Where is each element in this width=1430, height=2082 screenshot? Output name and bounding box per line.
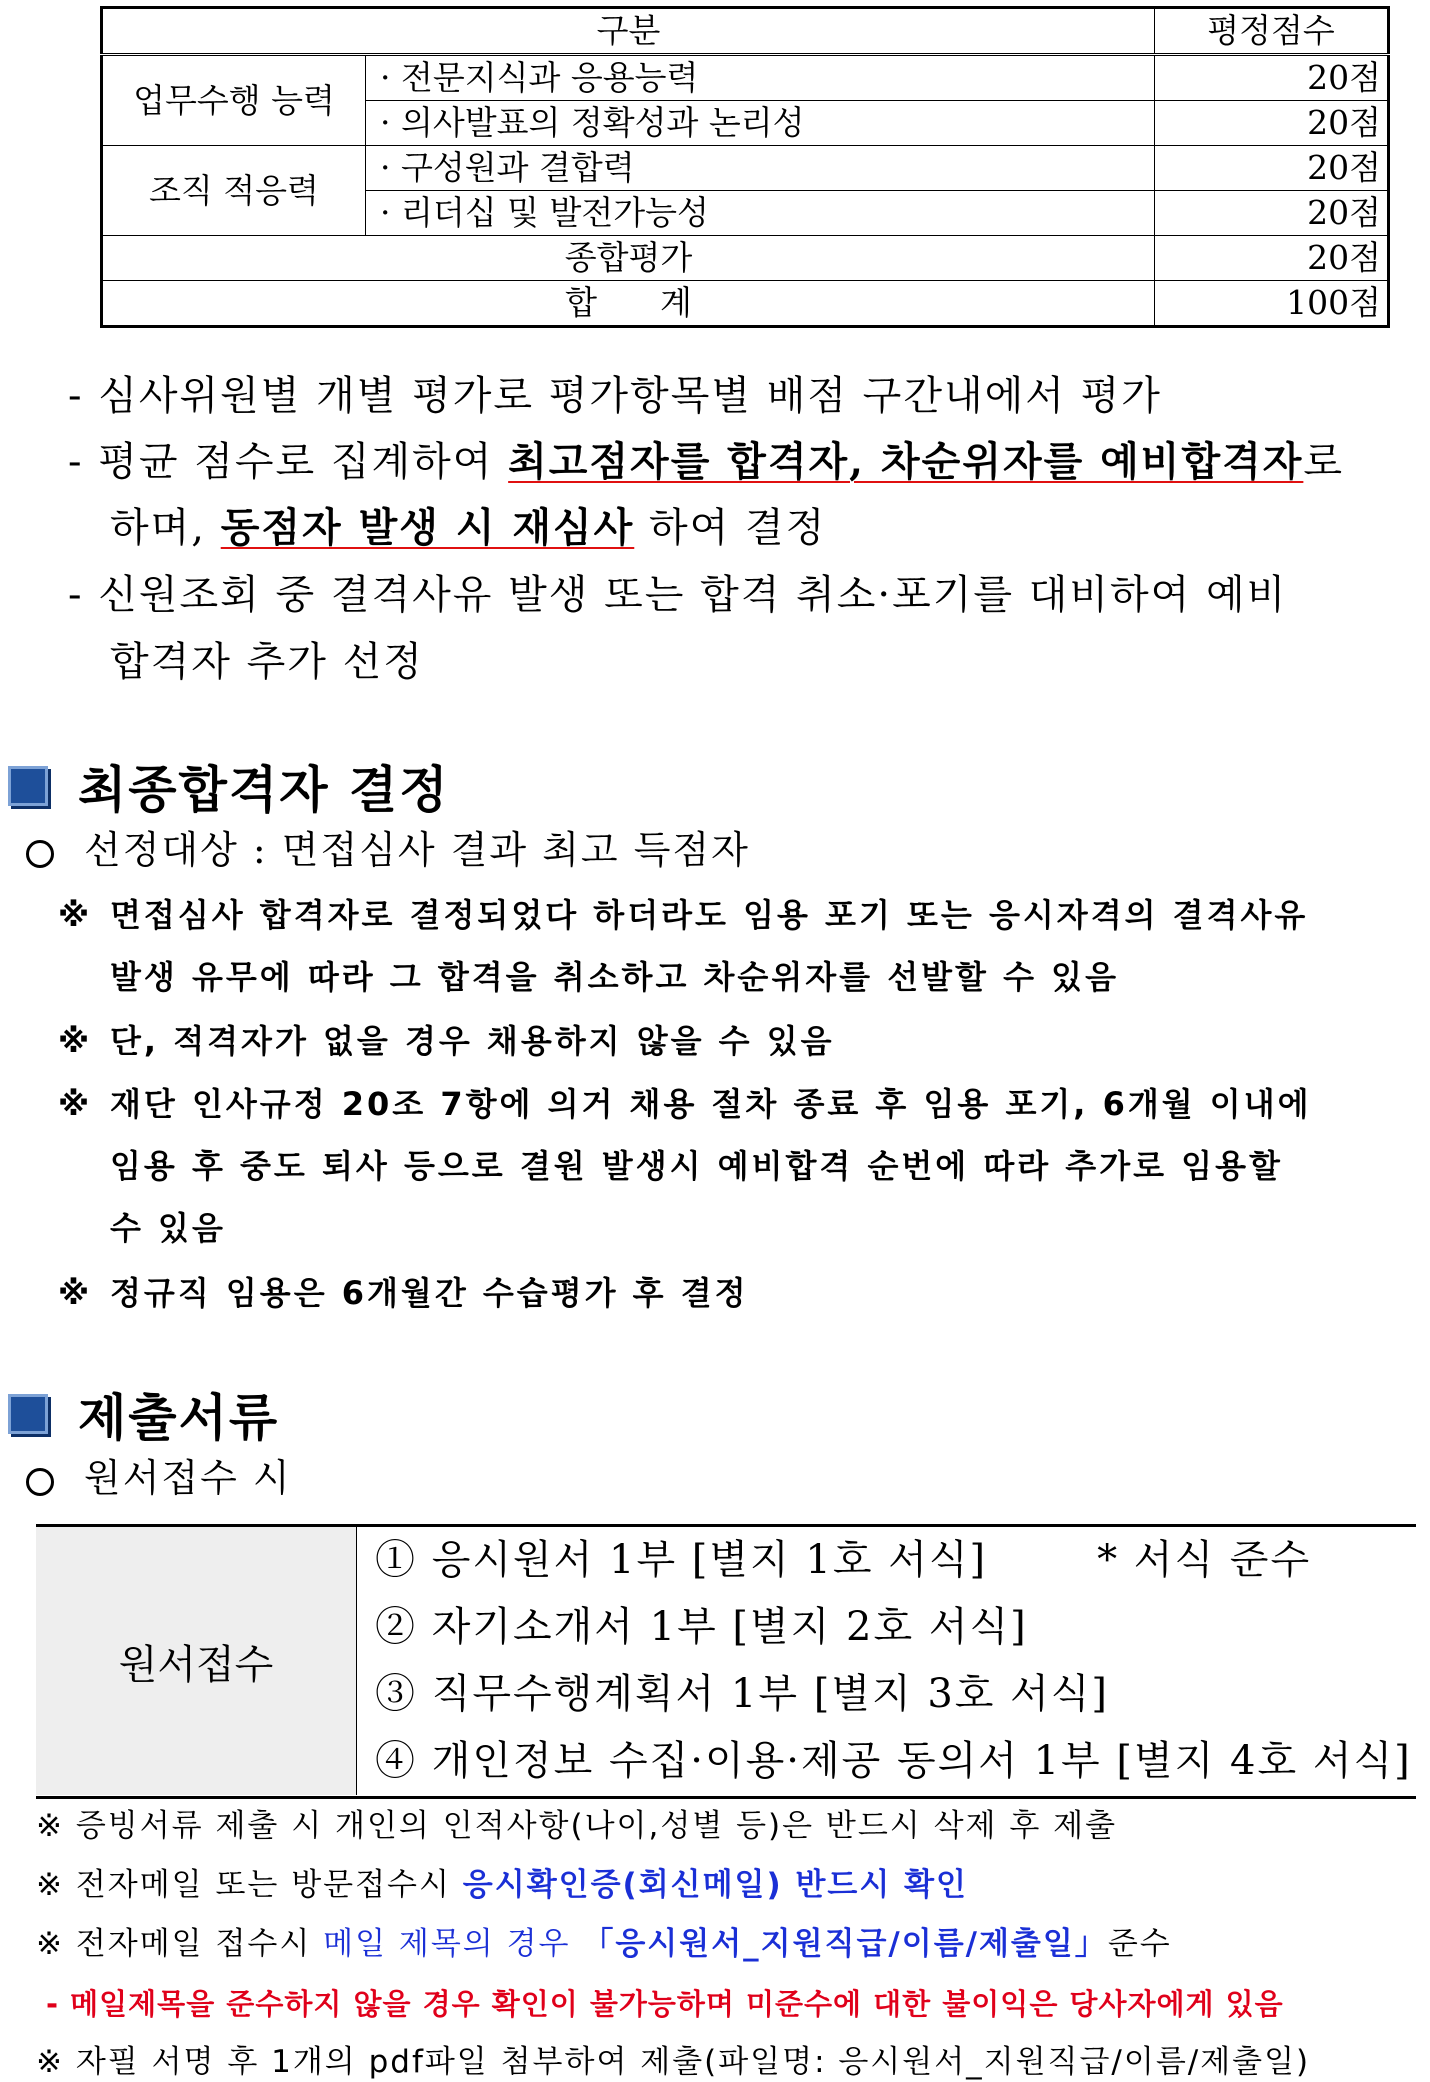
submit-note-2-emphasis: 응시확인증(회신메일) 반드시 확인 <box>462 1867 968 1903</box>
final-note <box>58 1273 749 1313</box>
docs-section-heading <box>8 1378 279 1450</box>
item-cell: · 의사발표의 정확성과 논리성 <box>366 101 1155 146</box>
docs-sub-text: 원서접수 시 <box>84 1456 292 1500</box>
docs-table-items <box>357 1527 1417 1795</box>
total-label: 합 계 <box>102 281 1155 327</box>
submit-note-2-text: ※ 전자메일 또는 방문접수시 <box>36 1867 463 1903</box>
doc-item: ③ 직무수행계획서 1부 [별지 3호 서식] <box>375 1671 1110 1717</box>
overall-row <box>102 236 1389 281</box>
docs-sub <box>26 1454 292 1502</box>
circle-bullet-icon <box>26 840 54 868</box>
note-line: 면접심사 합격자로 결정되었다 하더라도 임용 포기 또는 응시자격의 결격사유 <box>110 896 1309 934</box>
total-row <box>102 281 1389 327</box>
note-line: 임용 후 중도 퇴사 등으로 결원 발생시 예비합격 순번에 따라 추가로 임용할 <box>110 1147 1283 1185</box>
circle-bullet-icon <box>26 1468 54 1496</box>
item-cell: · 전문지식과 응용능력 <box>366 55 1155 101</box>
section-title: 최종합격자 결정 <box>78 761 450 819</box>
note-line: 수 있음 <box>110 1209 226 1247</box>
submit-note-3-blue: 메일 제목의 경우 <box>323 1926 583 1962</box>
header-score: 평정점수 <box>1155 8 1389 55</box>
eval-note-2-cont-tail: 하여 결정 <box>634 505 827 551</box>
eval-note-2-tail: 로 <box>1303 439 1345 485</box>
eval-note-2 <box>68 438 1344 486</box>
section-square-icon <box>8 1394 48 1434</box>
submit-note-3 <box>36 1924 1172 1964</box>
score-cell: 20점 <box>1155 101 1389 146</box>
section-title: 제출서류 <box>78 1389 280 1447</box>
note-line: 정규직 임용은 6개월간 수습평가 후 결정 <box>110 1274 749 1312</box>
submit-note-5: ※ 자필 서명 후 1개의 pdf파일 첨부하여 제출(파일명: 응시원서_지원직급/이름/제출일) <box>36 2044 1311 2080</box>
overall-score: 20점 <box>1155 236 1389 281</box>
header-category: 구분 <box>102 8 1155 55</box>
group-cell: 조직 적응력 <box>102 146 366 236</box>
eval-note-3: - 신원조회 중 결격사유 발생 또는 합격 취소·포기를 대비하여 예비 <box>68 572 1288 618</box>
group-cell: 업무수행 능력 <box>102 55 366 146</box>
final-section-heading <box>8 750 450 822</box>
submit-note-3-tail: 준수 <box>1107 1926 1172 1962</box>
eval-note-3-cont: 합격자 추가 선정 <box>110 639 424 685</box>
eval-note-2-cont-text: 하며, <box>110 505 221 551</box>
note-line: 단, 적격자가 없을 경우 채용하지 않을 수 있음 <box>110 1022 835 1060</box>
score-cell: 20점 <box>1155 55 1389 101</box>
note-mark: ※ <box>58 1274 93 1312</box>
score-table <box>100 6 1390 328</box>
doc-item: ④ 개인정보 수집·이용·제공 동의서 1부 [별지 4호 서식] <box>375 1738 1412 1784</box>
table-row <box>102 55 1389 101</box>
submit-note-2 <box>36 1865 968 1905</box>
doc-item: ② 자기소개서 1부 [별지 2호 서식] <box>375 1604 1028 1650</box>
selection-target-text: 선정대상 : 면접심사 결과 최고 득점자 <box>84 828 750 872</box>
eval-note-2-emphasis: 최고점자를 합격자, 차순위자를 예비합격자 <box>508 438 1304 485</box>
docs-table <box>36 1527 1416 1795</box>
total-score: 100점 <box>1155 281 1389 327</box>
item-cell: · 구성원과 결합력 <box>366 146 1155 191</box>
eval-note-2-cont <box>110 504 826 552</box>
overall-label: 종합평가 <box>102 236 1155 281</box>
item-cell: · 리더십 및 발전가능성 <box>366 191 1155 236</box>
eval-note-2-emphasis-2: 동점자 발생 시 재심사 <box>220 504 635 551</box>
note-line: 발생 유무에 따라 그 합격을 취소하고 차순위자를 선발할 수 있음 <box>110 958 1119 996</box>
doc-item <box>375 1527 1416 1594</box>
note-mark: ※ <box>58 896 93 934</box>
final-note <box>58 1021 835 1061</box>
submit-note-1: ※ 증빙서류 제출 시 개인의 인적사항(나이,성별 등)은 반드시 삭제 후 제출 <box>36 1808 1118 1844</box>
score-table-header <box>102 8 1389 55</box>
selection-target <box>26 826 750 874</box>
note-mark: ※ <box>58 1022 93 1060</box>
note-line: 재단 인사규정 20조 7항에 의거 채용 절차 종료 후 임용 포기, 6개월 이내에 <box>110 1085 1312 1123</box>
note-mark: ※ <box>58 1085 93 1123</box>
submit-note-3-format: 「응시원서_지원직급/이름/제출일」 <box>582 1926 1108 1962</box>
doc-item-text: ① 응시원서 1부 [별지 1호 서식] <box>375 1537 988 1583</box>
table-row <box>102 146 1389 191</box>
eval-note-2-text: - 평균 점수로 집계하여 <box>68 439 509 485</box>
docs-table-bottom-rule <box>36 1796 1416 1799</box>
submit-warning: - 메일제목을 준수하지 않을 경우 확인이 불가능하며 미준수에 대한 불이익은 당사자에게 있음 <box>46 1987 1284 2021</box>
section-square-icon <box>8 766 48 806</box>
eval-note-1: - 심사위원별 개별 평가로 평가항목별 배점 구간내에서 평가 <box>68 373 1162 419</box>
doc-item-note: * 서식 준수 <box>1097 1537 1312 1583</box>
final-note <box>58 895 1308 997</box>
final-note <box>58 1084 1312 1248</box>
score-cell: 20점 <box>1155 146 1389 191</box>
submit-note-3-text: ※ 전자메일 접수시 <box>36 1926 324 1962</box>
score-cell: 20점 <box>1155 191 1389 236</box>
docs-table-label: 원서접수 <box>36 1527 357 1795</box>
